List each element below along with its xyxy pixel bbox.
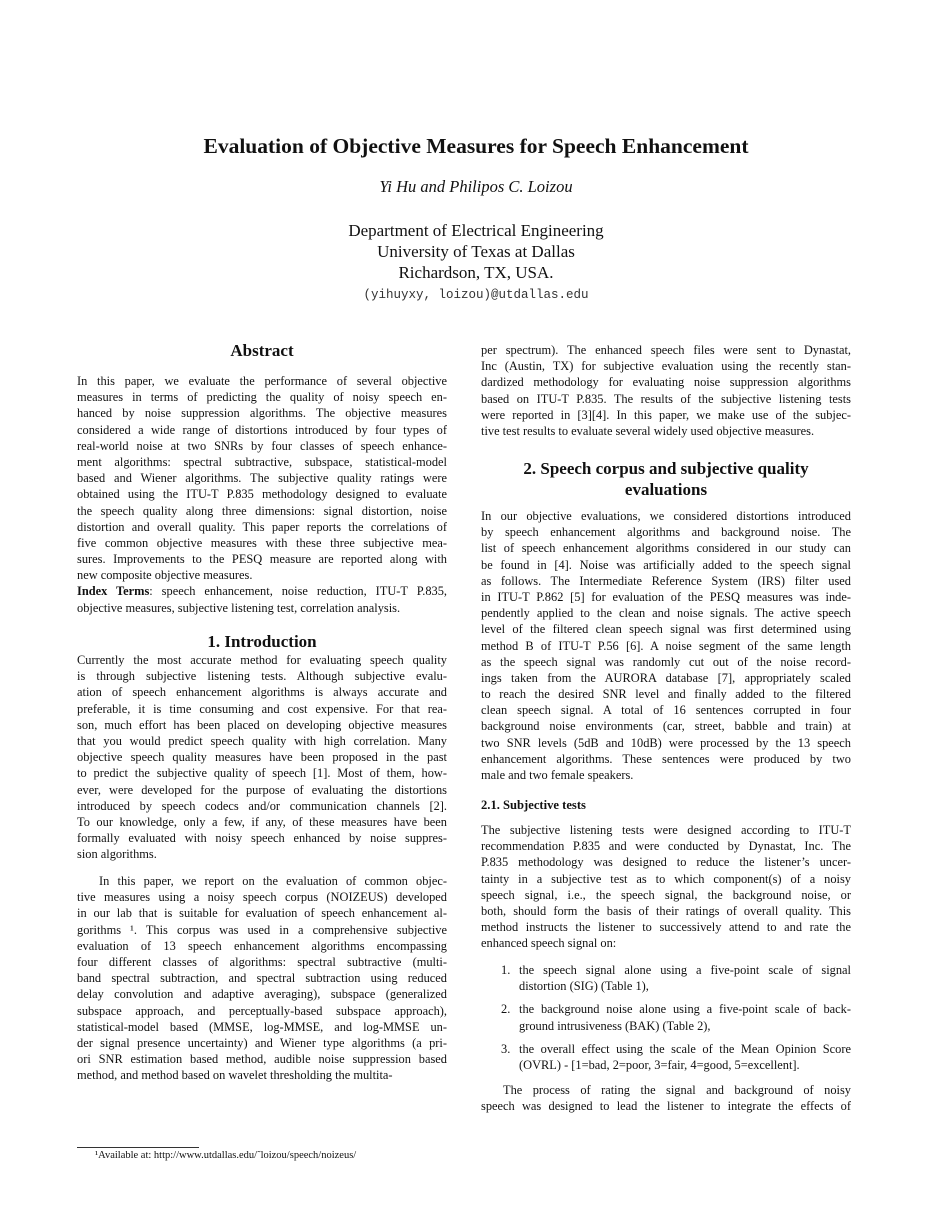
text-line: dardized methodology for evaluating noise suppression algorithms (481, 375, 851, 390)
rating-list (481, 962, 851, 1073)
text-line: four different classes of algorithms: spectral subtractive (multi- (77, 954, 447, 969)
text-line: ation of speech enhancement algorithms is always accurate and (77, 685, 447, 700)
text-line: sion algorithms. (77, 847, 157, 862)
text-line: per spectrum). The enhanced speech files were sent to Dynastat, (481, 343, 851, 357)
text-line: Inc (Austin, TX) for subjective evaluation using the recently stan- (481, 359, 851, 374)
text-line: clean speech signal. A total of 16 sentences corrupted in four (481, 703, 851, 718)
text-line: statistical-model based (MMSE, log-MMSE, and log-MMSE un- (77, 1019, 447, 1034)
text-line: recommendation P.835 and were conducted by Dynastat, Inc. The (481, 839, 851, 854)
text-line: subspace approach, and perceptually-based subspace approach), (77, 1003, 447, 1018)
text-line: the speech signal alone using a five-point scale of signal (519, 963, 851, 977)
text-line: the overall effect using the scale of the Mean Opinion Score (519, 1041, 851, 1056)
text-line: gorithms ¹. This corpus was used in a comprehensive subjective (77, 922, 447, 937)
affiliation-department: Department of Electrical Engineering (348, 221, 604, 240)
text-line: new composite objective measures. (77, 568, 253, 583)
text-line: method instructs the listener to successively attend to and rate the (481, 920, 851, 935)
text-line: sures. Improvements to the PESQ measure are reported along with (77, 552, 447, 567)
text-line: preferable, it is time consuming and cost expensive. For that rea- (77, 701, 447, 716)
text-line: to predict the subjective quality of speech [1]. Most of them, how- (77, 766, 447, 781)
author-email: (yihuyxy, loizou)@utdallas.edu (363, 288, 589, 302)
text-line: son, much effort has been placed on developing objective measures (77, 717, 447, 732)
text-line: speech signal, i.e., the speech signal, the background noise, or (481, 887, 851, 902)
section-2-1-paragraph (481, 822, 851, 952)
text-line: objective speech quality measures have been proposed in the past (77, 750, 447, 765)
text-line: In this paper, we evaluate the performance of several objective (77, 374, 447, 388)
list-item-text (519, 1041, 851, 1073)
text-line: To our knowledge, only a few, if any, of these measures have been (77, 814, 447, 829)
list-item-text (519, 962, 851, 994)
text-line: considered a wide range of distortions introduced by four types of (77, 422, 447, 437)
list-item (481, 1041, 851, 1073)
right-paragraph-continued (481, 342, 851, 439)
index-terms-text: : speech enhancement, noise reduction, ITU-T P.835, (149, 584, 447, 599)
text-line: The process of rating the signal and background of noisy (503, 1083, 851, 1097)
text-line: two SNR levels (5dB and 10dB) were processed by the 13 speech (481, 735, 851, 750)
authors: Yi Hu and Philipos C. Loizou (379, 177, 573, 196)
text-line: In this paper, we report on the evaluation of common objec- (99, 874, 447, 888)
introduction-paragraph-1 (77, 652, 447, 862)
affiliation-university: University of Texas at Dallas (377, 242, 575, 261)
text-line: were reported in [3][4]. In this paper, we make use of the subjec- (481, 407, 851, 422)
section-2-1-heading: 2.1. Subjective tests (481, 798, 586, 812)
text-line: list of speech enhancement algorithms considered in our study can (481, 541, 851, 556)
text-line: pendently applied to the clean and noise signals. The active speech (481, 606, 851, 621)
text-line: male and two female speakers. (481, 768, 634, 782)
text-line: by speech enhancement algorithms and background noise. The (481, 525, 851, 540)
text-line: evaluation of 13 speech enhancement algorithms encompassing (77, 938, 447, 953)
affiliation-location: Richardson, TX, USA. (398, 263, 554, 282)
section-2-1-final-paragraph (481, 1082, 851, 1114)
section-2-heading-line-2: evaluations (624, 480, 708, 499)
list-number: 2. (501, 1002, 511, 1017)
text-line: based on ITU-T P.835. The results of the subjective listening tests (481, 391, 851, 406)
list-number: 3. (501, 1041, 511, 1056)
text-line: background noise environments (car, street, babble and train) at (481, 719, 851, 734)
text-line: be found in [4]. Noise was artificially added to the speech signal (481, 557, 851, 572)
text-line: tive measures using a noisy speech corpus (NOIZEUS) developed (77, 890, 447, 905)
text-line: as the speech signal was randomly cut out of the noise record- (481, 654, 851, 669)
text-line: in ITU-T P.862 [5] for evaluation of the PESQ measures was inde- (481, 589, 851, 604)
text-line: obtained using the ITU-T P.835 methodology designed to evaluate (77, 487, 447, 502)
text-line: five common objective measures with these three subjective mea- (77, 535, 447, 550)
footnote: ¹Available at: http://www.utdallas.edu/˜loizou/speech/noizeus/ (95, 1150, 357, 1161)
text-line: both, should form the basis of their ratings of overall quality. This (481, 903, 851, 918)
text-line: the speech quality along three dimensions: signal distortion, noise (77, 503, 447, 518)
text-line: enhancement algorithms. These sentences were produced by two (481, 751, 851, 766)
paper-title: Evaluation of Objective Measures for Speech Enhancement (203, 134, 749, 158)
list-item-text (519, 1001, 851, 1033)
text-line: Currently the most accurate method for evaluating speech quality (77, 653, 447, 667)
text-line: is through subjective listening tests. Although subjective evalu- (77, 669, 447, 684)
text-line: der signal presence uncertainty) and Wiener type algorithms (a pri- (77, 1035, 447, 1050)
text-line: the background noise alone using a five-point scale of back- (519, 1002, 851, 1017)
text-line: ever, were developed for the purpose of evaluating the distortions (77, 782, 447, 797)
abstract-text (77, 373, 447, 583)
text-line: ground intrusiveness (BAK) (Table 2), (519, 1018, 711, 1033)
text-line: distortion and overall quality. This paper reports the correlations of (77, 519, 447, 534)
text-line: level of the filtered clean speech signal was first determined using (481, 622, 851, 637)
text-line: speech was designed to lead the listener to integrate the effects of (481, 1099, 851, 1114)
index-terms-line: objective measures, subjective listening test, correlation analysis. (77, 600, 401, 615)
text-line: ment algorithms: spectral subtractive, subspace, statistical-model (77, 454, 447, 469)
text-line: tainty in a subjective test as to which component(s) of a noisy (481, 871, 851, 886)
text-line: that you would predict speech quality with high correlation. Many (77, 733, 447, 748)
text-line: in our lab that is suitable for evaluation of speech enhancement al- (77, 906, 447, 921)
text-line: real-world noise at two SNRs by four classes of speech enhance- (77, 438, 447, 453)
introduction-heading: 1. Introduction (207, 632, 317, 651)
text-line: band spectral subtraction, and spectral subtraction using reduced (77, 971, 447, 986)
index-terms-line (77, 583, 447, 599)
list-item (481, 962, 851, 994)
text-line: to reach the desired SNR level and finally added to the filtered (481, 687, 851, 702)
text-line: method B of ITU-T P.56 [6]. A noise segment of the same length (481, 638, 851, 653)
text-line: ings taken from the AURORA database [7], appropriately scaled (481, 670, 851, 685)
abstract-heading: Abstract (230, 341, 294, 360)
text-line: P.835 methodology was designed to reduce the listener’s uncer- (481, 855, 851, 870)
footnote-divider (77, 1147, 199, 1148)
text-line: delay convolution and adaptive averaging), subspace (generalized (77, 987, 447, 1002)
text-line: ori SNR estimation based method, audible noise suppression based (77, 1052, 447, 1067)
text-line: tive test results to evaluate several widely used objective measures. (481, 423, 815, 438)
text-line: based and Wiener algorithms. The subjective quality ratings were (77, 471, 447, 486)
text-line: as follows. The Intermediate Reference System (IRS) filter used (481, 573, 851, 588)
introduction-paragraph-2 (77, 873, 447, 1083)
list-number: 1. (501, 963, 511, 977)
text-line: introduced by speech codecs and/or communication channels [2]. (77, 798, 447, 813)
section-2-paragraph (481, 508, 851, 783)
section-2-heading-line-1: 2. Speech corpus and subjective quality (523, 459, 809, 478)
text-line: The subjective listening tests were designed according to ITU-T (481, 823, 851, 837)
text-line: In our objective evaluations, we considered distortions introduced (481, 509, 851, 523)
text-line: distortion (SIG) (Table 1), (519, 979, 649, 994)
text-line: (OVRL) - [1=bad, 2=poor, 3=fair, 4=good, 5=excellent]. (519, 1057, 800, 1072)
abstract-body (77, 373, 447, 616)
text-line: measures in terms of predicting the quality of noisy speech en- (77, 390, 447, 405)
text-line: method, and method based on wavelet thresholding the multita- (77, 1068, 393, 1083)
index-terms-label: Index Terms (77, 584, 150, 599)
text-line: formally evaluated with noisy speech enhanced by noise suppres- (77, 831, 447, 846)
text-line: hanced by noise suppression algorithms. The objective measures (77, 406, 447, 421)
list-item (481, 1001, 851, 1033)
text-line: enhanced speech signal on: (481, 936, 617, 951)
